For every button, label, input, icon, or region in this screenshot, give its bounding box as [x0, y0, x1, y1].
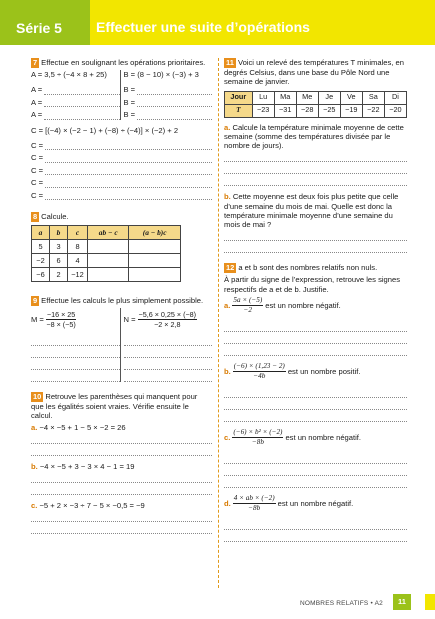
answer-line[interactable]: [224, 530, 407, 542]
answer-cell[interactable]: [88, 240, 129, 254]
fraction-m: $\frac{-16 \times 25}{-8 \times (-5)}$: [46, 310, 76, 329]
answer-line[interactable]: [45, 155, 212, 163]
expression-fraction: $\frac{4 \times ab \times (-2)}{-8b}$: [233, 493, 275, 512]
fraction-n: $\frac{-5,6 \times 0,25 \times (-8)}{-2 \times 2,8}$: [138, 310, 197, 329]
page-number: 11: [393, 594, 411, 610]
expression-b: B = (8 − 10) × (−3) + 3: [123, 70, 199, 79]
day-cell: Je: [318, 91, 340, 104]
day-cell: Me: [296, 91, 318, 104]
table-cell: −2: [32, 254, 50, 268]
expression-fraction: $\frac{\text{(−6) × b² × (−2)}}{-8b}$: [233, 427, 283, 446]
table-header: T: [225, 104, 253, 117]
table-header: Jour: [225, 91, 253, 104]
table-cell: 5: [32, 240, 50, 254]
corner-tab: [425, 594, 435, 610]
answer-label: C =: [31, 190, 44, 200]
answer-line[interactable]: [224, 162, 407, 174]
equation: −5 + 2 × −3 ÷ 7 − 5 × −0,5 = −9: [39, 501, 145, 510]
exercise-number: 10: [33, 392, 42, 401]
answer-line[interactable]: [224, 464, 407, 476]
answer-line[interactable]: [224, 229, 407, 241]
answer-line[interactable]: [31, 444, 212, 456]
left-column: [31, 58, 212, 534]
calc-table: [31, 225, 181, 282]
table-cell: 8: [68, 240, 88, 254]
table-cell: 3: [50, 240, 68, 254]
question-text: Cette moyenne est deux fois plus petite que celle d’une semaine du mois de mai. Quelle est donc la température minimale moyenne d’une semaine du mois de mai ?: [224, 192, 399, 229]
item-letter: a.: [224, 300, 231, 310]
exercise-number: 8: [33, 212, 38, 221]
answer-line[interactable]: [31, 483, 212, 495]
item-letter: b.: [224, 192, 231, 202]
answer-line[interactable]: [31, 522, 212, 534]
exercise-11: [224, 58, 407, 253]
answer-line[interactable]: [137, 87, 212, 95]
item-letter: d.: [224, 498, 231, 508]
equation: −4 × −5 + 3 − 3 × 4 − 1 = 19: [39, 461, 135, 471]
expression-c: C = [(−4) × (−2 − 1) + (−8) ÷ (−4)] × (−2) + 2: [31, 125, 179, 135]
answer-line[interactable]: [124, 346, 213, 358]
sign-condition: est un nombre négatif.: [285, 432, 362, 442]
day-cell: Di: [384, 91, 406, 104]
answer-label: C =: [31, 165, 44, 175]
sign-condition: est un nombre négatif.: [277, 498, 354, 508]
day-cell: Ma: [274, 91, 296, 104]
exercise-intro: a et b sont des nombres relatifs non nuls.: [238, 263, 378, 273]
table-header: c: [68, 226, 88, 240]
table-header: b: [50, 226, 68, 240]
temperature-table: [224, 91, 407, 118]
answer-line[interactable]: [31, 334, 120, 346]
m-label: M =: [31, 314, 44, 324]
serie-label: Série 5: [16, 20, 62, 36]
exercise-9: [31, 296, 212, 382]
exercise-number: 7: [33, 58, 38, 67]
item-letter: b.: [31, 461, 38, 471]
exercise-prompt: Effectue en soulignant les opérations prioritaires.: [41, 58, 206, 67]
answer-line[interactable]: [224, 320, 407, 332]
table-cell: −6: [32, 268, 50, 282]
answer-cell[interactable]: [88, 254, 129, 268]
exercise-number: 9: [33, 296, 38, 305]
answer-line[interactable]: [224, 518, 407, 530]
exercise-7: [31, 58, 212, 200]
footer-text: NOMBRES RELATIFS • A2: [300, 600, 383, 607]
answer-line[interactable]: [224, 476, 407, 488]
answer-label: A =: [31, 85, 43, 95]
day-cell: Sa: [362, 91, 384, 104]
table-row: [32, 240, 181, 254]
table-cell: 2: [50, 268, 68, 282]
answer-cell[interactable]: [129, 254, 181, 268]
answer-label: A =: [31, 97, 43, 107]
answer-line[interactable]: [224, 386, 407, 398]
day-cell: Lu: [252, 91, 274, 104]
exercise-12: [224, 263, 407, 542]
exercise-number: 12: [226, 263, 235, 273]
answer-label: C =: [31, 153, 44, 163]
sign-condition: est un nombre négatif.: [265, 300, 341, 310]
serie-box: [0, 0, 90, 45]
table-cell: 6: [50, 254, 68, 268]
day-cell: Ve: [340, 91, 362, 104]
answer-cell[interactable]: [88, 268, 129, 282]
answer-line[interactable]: [224, 452, 407, 464]
answer-line[interactable]: [44, 99, 119, 107]
expression-fraction: $\frac{(-6) \times (1,23 - 2)}{-4b}$: [233, 361, 285, 380]
table-cell: 4: [68, 254, 88, 268]
expression-a: A = 3,5 ÷ (−4 × 8 + 25): [31, 70, 107, 79]
temp-cell: −20: [384, 104, 406, 117]
answer-line[interactable]: [45, 192, 212, 200]
answer-line[interactable]: [31, 432, 212, 444]
sign-condition: est un nombre positif.: [287, 366, 361, 376]
answer-line[interactable]: [45, 167, 212, 175]
table-cell: −12: [68, 268, 88, 282]
answer-label: C =: [31, 140, 44, 150]
right-column: [224, 58, 407, 542]
answer-line[interactable]: [31, 471, 212, 483]
column-divider: [218, 58, 219, 588]
temp-cell: −25: [318, 104, 340, 117]
answer-label: C =: [31, 178, 44, 188]
answer-line[interactable]: [124, 370, 213, 382]
answer-line[interactable]: [137, 99, 212, 107]
item-letter: a.: [31, 422, 38, 432]
answer-label: A =: [31, 110, 43, 120]
answer-line[interactable]: [224, 174, 407, 186]
answer-line[interactable]: [224, 410, 407, 422]
temp-cell: −22: [362, 104, 384, 117]
temp-cell: −19: [340, 104, 362, 117]
answer-line[interactable]: [31, 358, 120, 370]
answer-line[interactable]: [224, 344, 407, 356]
exercise-8: [31, 212, 212, 282]
answer-line[interactable]: [44, 87, 119, 95]
answer-line[interactable]: [124, 334, 213, 346]
answer-line[interactable]: [31, 510, 212, 522]
exercise-prompt: Retrouve les parenthèses qui manquent pour que les égalités soient vraies. Vérifie ensuite le calcul.: [31, 392, 198, 421]
n-label: N =: [123, 314, 136, 324]
page-header: [0, 0, 435, 50]
table-row: [32, 268, 181, 282]
answer-line[interactable]: [224, 150, 407, 162]
answer-cell[interactable]: [129, 268, 181, 282]
answer-label: B =: [123, 97, 136, 107]
expression-fraction: $\frac{5a \times (-5)}{-2}$: [233, 295, 263, 314]
answer-line[interactable]: [124, 358, 213, 370]
item-letter: a.: [224, 122, 231, 132]
temp-cell: −23: [252, 104, 274, 117]
answer-line[interactable]: [224, 241, 407, 253]
exercise-10: [31, 392, 212, 534]
temp-cell: −31: [274, 104, 296, 117]
exercise-prompt: Effectue les calculs le plus simplement possible.: [41, 296, 204, 305]
item-letter: b.: [224, 366, 231, 376]
answer-line[interactable]: [45, 180, 212, 188]
exercise-prompt: Voici un relevé des températures T minimales, en degrés Celsius, dans une base du Pôle Nord une semaine de janvier.: [224, 58, 404, 87]
table-header: a: [32, 226, 50, 240]
item-letter: c.: [31, 501, 38, 510]
table-row: [32, 254, 181, 268]
temp-cell: −28: [296, 104, 318, 117]
answer-line[interactable]: [224, 332, 407, 344]
page-title: Effectuer une suite d’opérations: [96, 19, 310, 35]
answer-line[interactable]: [45, 142, 212, 150]
answer-line[interactable]: [31, 346, 120, 358]
exercise-prompt: À partir du signe de l’expression, retrouve les signes respectifs de a et de b. Justifie.: [224, 275, 401, 294]
item-letter: c.: [224, 432, 231, 442]
answer-cell[interactable]: [129, 240, 181, 254]
question-text: Calcule la température minimale moyenne de cette semaine (somme des températures divisée par le nombre de jours).: [224, 122, 404, 150]
answer-line[interactable]: [224, 398, 407, 410]
table-header: (a − b)c: [129, 226, 181, 240]
answer-line[interactable]: [44, 112, 119, 120]
answer-line[interactable]: [137, 112, 212, 120]
exercise-prompt: Calcule.: [41, 212, 69, 221]
answer-label: B =: [123, 85, 136, 95]
answer-label: B =: [123, 110, 136, 120]
table-header: ab − c: [88, 226, 129, 240]
answer-line[interactable]: [31, 370, 120, 382]
exercise-number: 11: [226, 58, 234, 67]
equation: −4 × −5 + 1 − 5 × −2 = 26: [39, 422, 126, 432]
